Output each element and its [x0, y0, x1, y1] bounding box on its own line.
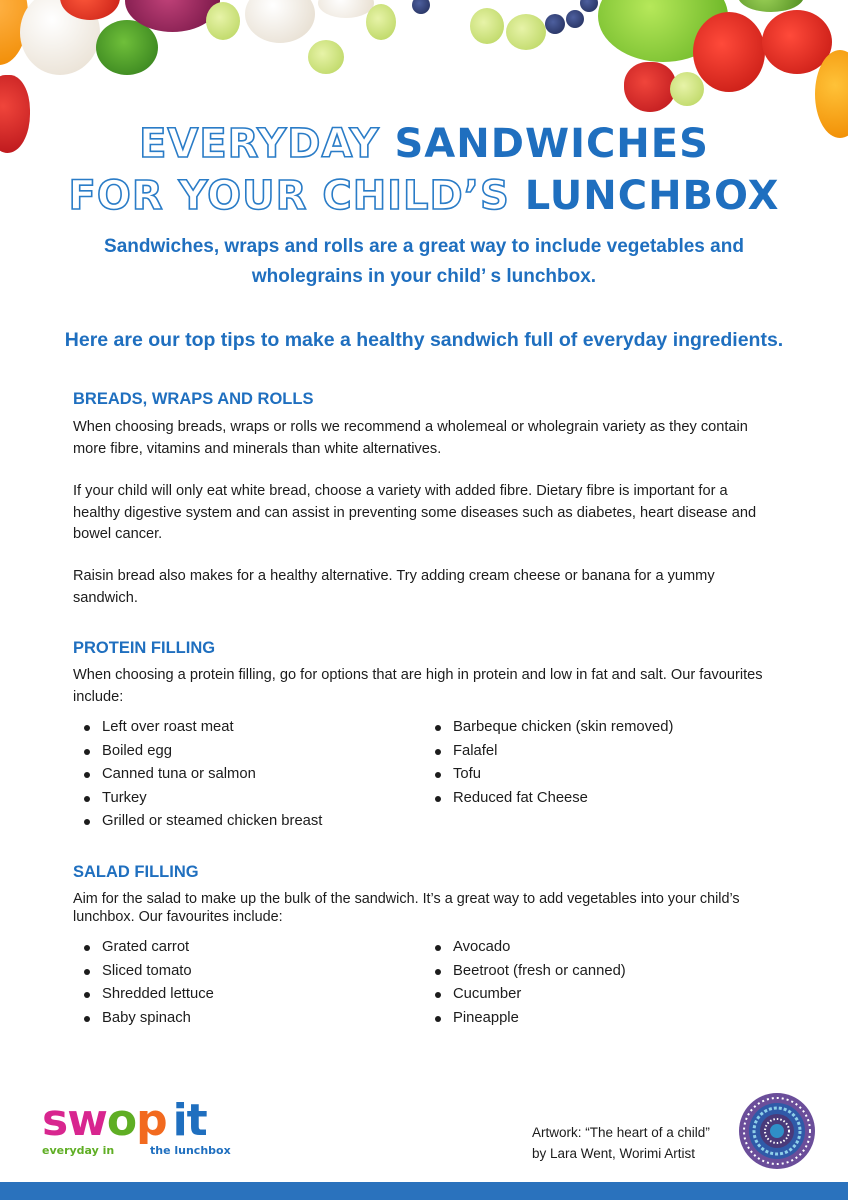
- breads-paragraph-3: Raisin bread also makes for a healthy alternative. Try adding cream cheese or banana for a yummy sandwich.: [73, 568, 715, 606]
- list-item: [73, 1007, 214, 1031]
- list-item-text: Canned tuna or salmon: [102, 766, 256, 783]
- breads-paragraph-1: When choosing breads, wraps or rolls we recommend a wholemeal or wholegrain variety as they contain more fibre, vitamins and minerals than white alternatives.: [73, 419, 748, 457]
- breads-paragraph-2: If your child will only eat white bread, choose a variety with added fibre. Dietary fibre is important for a healthy digestive system and can assist in preventing some diseases such as diabetes, heart disease and bowel cancer.: [73, 483, 757, 542]
- list-item: [424, 740, 673, 764]
- breads-heading: BREADS, WRAPS AND ROLLS: [73, 390, 314, 408]
- logo-p: p: [136, 1095, 167, 1146]
- list-item-text: Falafel: [453, 742, 498, 759]
- logo-bottle-it: it: [172, 1095, 207, 1146]
- artwork-credit: [532, 1122, 710, 1164]
- artwork-medallion-icon: [738, 1092, 816, 1170]
- garlic-icon: [245, 0, 315, 43]
- list-item-text: Grilled or steamed chicken breast: [102, 813, 323, 830]
- artwork-title: Artwork: “The heart of a child”: [532, 1125, 710, 1140]
- intro-text: Sandwiches, wraps and rolls are a great way to include vegetables and wholegrains in your child’ s lunchbox.: [104, 236, 744, 287]
- blueberry-icon: [412, 0, 430, 14]
- title-line-1: [0, 118, 848, 170]
- bullet-icon: [435, 796, 441, 802]
- list-item: [73, 983, 214, 1007]
- bullet-icon: [84, 749, 90, 755]
- grape-icon: [308, 40, 344, 74]
- list-item-text: Avocado: [453, 939, 511, 955]
- list-item: [73, 810, 322, 834]
- salad-paragraph: Aim for the salad to make up the bulk of the sandwich. It’s a great way to add vegetables into your child’s lunchbox. Our favourites include:: [73, 891, 740, 925]
- list-item-text: Grated carrot: [102, 939, 190, 955]
- list-item-text: Boiled egg: [102, 742, 172, 759]
- blueberry-icon: [545, 14, 565, 34]
- title-solid-word: LUNCHBOX: [524, 173, 780, 219]
- grape-icon: [206, 2, 240, 40]
- grape-icon: [470, 8, 504, 44]
- grape-icon: [366, 4, 396, 40]
- list-item: [424, 1007, 626, 1031]
- protein-heading: PROTEIN FILLING: [73, 639, 216, 657]
- grape-icon: [506, 14, 546, 50]
- list-item: [73, 936, 214, 960]
- list-item: [424, 787, 673, 811]
- logo-apple-o: o: [106, 1095, 137, 1146]
- title-line-2: [0, 170, 848, 222]
- bullet-icon: [435, 772, 441, 778]
- strawberry-icon: [624, 62, 676, 112]
- logo-sw: sw: [42, 1095, 107, 1146]
- grape-icon: [670, 72, 704, 106]
- title-solid-word: SANDWICHES: [394, 121, 709, 167]
- blueberry-icon: [580, 0, 598, 12]
- swop-it-logo: [42, 1095, 242, 1168]
- footer-bar: [0, 1182, 848, 1200]
- protein-paragraph: When choosing a protein filling, go for options that are high in protein and low in fat and salt. Our favourites include:: [73, 667, 763, 705]
- logo-tagline-left: everyday in: [42, 1144, 115, 1157]
- list-item: [73, 960, 214, 984]
- list-item-text: Beetroot (fresh or canned): [453, 962, 626, 979]
- salad-list-left: [73, 936, 214, 1030]
- list-item: [424, 936, 626, 960]
- list-item-text: Sliced tomato: [102, 962, 192, 979]
- bullet-icon: [435, 945, 441, 951]
- list-item: [424, 960, 626, 984]
- bullet-icon: [435, 725, 441, 731]
- bullet-icon: [435, 992, 441, 998]
- list-item-text: Baby spinach: [102, 1009, 191, 1026]
- bullet-icon: [84, 772, 90, 778]
- bullet-icon: [435, 749, 441, 755]
- title-outline-phrase: FOR YOUR CHILD’S: [68, 173, 510, 219]
- list-item-text: Pineapple: [453, 1009, 519, 1026]
- broccoli-icon: [96, 20, 158, 75]
- bullet-icon: [84, 1016, 90, 1022]
- logo-tagline-right: the lunchbox: [150, 1144, 231, 1157]
- list-item: [73, 740, 322, 764]
- protein-list-right: [424, 716, 673, 810]
- list-item: [424, 763, 673, 787]
- artwork-artist: by Lara Went, Worimi Artist: [532, 1146, 696, 1161]
- list-item-text: Left over roast meat: [102, 719, 234, 735]
- title-outline-word: EVERYDAY: [139, 121, 380, 167]
- bullet-icon: [84, 796, 90, 802]
- list-item: [424, 716, 673, 740]
- bullet-icon: [84, 725, 90, 731]
- bullet-icon: [435, 1016, 441, 1022]
- list-item: [73, 763, 322, 787]
- list-item-text: Turkey: [102, 789, 147, 806]
- protein-list-left: [73, 716, 322, 834]
- bullet-icon: [84, 819, 90, 825]
- bullet-icon: [84, 992, 90, 998]
- list-item-text: Reduced fat Cheese: [453, 789, 588, 806]
- garlic-icon: [318, 0, 374, 18]
- list-item: [73, 787, 322, 811]
- bullet-icon: [84, 945, 90, 951]
- tips-heading: Here are our top tips to make a healthy sandwich full of everyday ingredients.: [64, 329, 784, 351]
- list-item: [424, 983, 626, 1007]
- bullet-icon: [84, 969, 90, 975]
- salad-heading: SALAD FILLING: [73, 863, 199, 881]
- list-item-text: Cucumber: [453, 986, 522, 1003]
- list-item-text: Shredded lettuce: [102, 986, 214, 1003]
- list-item-text: Tofu: [453, 766, 481, 783]
- list-item: [73, 716, 322, 740]
- list-item-text: Barbeque chicken (skin removed): [453, 719, 674, 735]
- salad-list-right: [424, 936, 626, 1030]
- bullet-icon: [435, 969, 441, 975]
- red-capsicum-icon: [693, 12, 765, 92]
- blueberry-icon: [566, 10, 584, 28]
- logo-wordmark: [42, 1096, 207, 1146]
- page-title: [0, 118, 848, 222]
